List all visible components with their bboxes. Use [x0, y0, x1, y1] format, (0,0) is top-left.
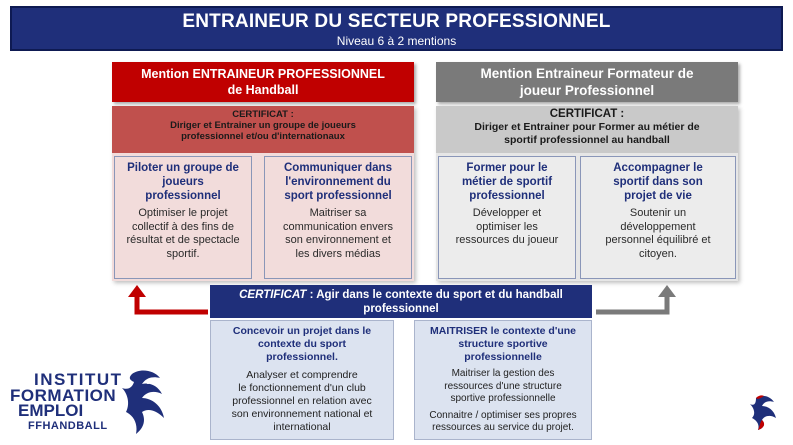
card-body-line: le fonctionnement d'un club — [238, 382, 366, 394]
skill-card-piloter — [114, 156, 252, 279]
card-head-line: contexte du sport — [257, 338, 347, 350]
logo-line4: FFHANDBALL — [28, 420, 108, 432]
arrow-up-left-icon — [120, 282, 212, 322]
certificat-left — [112, 106, 414, 153]
card-head-line: sport professionnel — [284, 190, 392, 202]
card-body-line: développement — [620, 220, 696, 233]
cert-right-label: CERTIFICAT : — [549, 108, 625, 120]
ife-logo — [0, 362, 175, 442]
certificat-right — [436, 106, 738, 153]
card-head-line: Piloter un groupe de — [127, 162, 239, 174]
card-body-line: résultat et de spectacle — [126, 234, 240, 246]
card-body-line: Développer et — [472, 207, 542, 219]
card-body-line: international — [273, 421, 331, 433]
card-body-line: Optimiser le projet — [138, 207, 228, 219]
card-head-line: projet de vie — [624, 190, 692, 202]
card-head-line: l'environnement du — [285, 176, 391, 188]
card-body-line: professionnel en relation avec — [232, 395, 372, 407]
card-head-line: Accompagner le — [613, 162, 703, 174]
mention-right-title-line1: Mention Entraineur Formateur de — [480, 66, 694, 81]
card-body-line: communication envers — [282, 220, 394, 233]
card-head-line: MAITRISER le contexte d'une — [429, 325, 576, 337]
card-body-line: son environnement et — [285, 234, 391, 246]
logo-line1: INSTITUT — [34, 370, 123, 389]
card-head-line: sportif dans son — [613, 176, 703, 188]
page-title: ENTRAINEUR DU SECTEUR PROFESSIONNEL — [182, 11, 611, 32]
card-body-line: personnel équilibré et — [605, 234, 711, 246]
card-body-line: Analyser et comprendre — [246, 369, 358, 381]
certificat-common — [210, 285, 592, 318]
card-head-line: professionnelle — [464, 351, 542, 363]
card-body-line: citoyen. — [639, 247, 677, 260]
page-subtitle: Niveau 6 à 2 mentions — [336, 34, 457, 48]
card-head-line: professionnel — [469, 190, 545, 202]
rooster-logo-icon — [118, 368, 172, 436]
mention-right-title-line2: joueur Professionnel — [519, 83, 655, 98]
mention-formateur-header — [436, 62, 738, 102]
card-body-line: ressources au service du projet. — [432, 422, 574, 433]
bottom-cert-label: CERTIFICAT — [239, 289, 307, 301]
skill-card-accompagner — [580, 156, 736, 279]
cert-left-line2: professionnel et/ou d'internationaux — [181, 131, 345, 142]
card-body-line: Maitriser la gestion des — [451, 368, 555, 379]
card-head-line: professionnel. — [266, 351, 338, 363]
skill-card-former — [438, 156, 576, 279]
title-banner — [10, 6, 783, 51]
cert-right-line1: Diriger et Entrainer pour Former au métier de — [474, 121, 700, 133]
arrow-up-right-icon — [592, 282, 684, 322]
card-body-line: sportive professionnelle — [450, 393, 556, 404]
skill-card-communiquer — [264, 156, 412, 279]
cert-left-label: CERTIFICAT : — [232, 109, 294, 120]
card-head-line: Concevoir un projet dans le — [232, 325, 372, 337]
card-body-line: ressources du joueur — [455, 234, 559, 246]
card-body-line: Maitriser sa — [309, 207, 367, 219]
card-head-line: Former pour le — [466, 162, 548, 174]
card-head-line: structure sportive — [458, 338, 548, 350]
card-body-line: Connaitre / optimiser ses propres — [429, 409, 577, 421]
logo-line3: EMPLOI — [18, 401, 84, 420]
mention-left-title-line2: de Handball — [227, 83, 299, 97]
rooster-corner-icon — [748, 394, 780, 432]
card-body-line: optimiser les — [476, 220, 538, 233]
card-head-line: professionnel — [145, 190, 221, 202]
card-body-line: Soutenir un — [629, 207, 687, 219]
card-body-line: sportif. — [166, 247, 200, 260]
card-body-line: ressources d'une structure — [444, 380, 562, 392]
logo-line2: FORMATION — [10, 386, 117, 405]
skill-card-maitriser — [414, 320, 592, 440]
card-head-line: Communiquer dans — [284, 162, 392, 174]
bottom-cert-line1: : Agir dans le contexte du sport et du handball — [306, 289, 563, 301]
card-body-line: les divers médias — [295, 247, 381, 260]
mention-entraineur-header — [112, 62, 414, 102]
card-head-line: métier de sportif — [461, 176, 553, 188]
skill-card-concevoir — [210, 320, 394, 440]
cert-right-line2: sportif professionnel au handball — [504, 134, 670, 146]
card-body-line: collectif à des fins de — [131, 220, 235, 233]
bottom-cert-line2: professionnel — [363, 303, 439, 315]
cert-left-line1: Diriger et Entrainer un groupe de joueurs — [170, 120, 356, 131]
card-body-line: son environnement national et — [231, 408, 373, 420]
mention-left-title-line1: Mention ENTRAINEUR PROFESSIONNEL — [141, 67, 385, 81]
card-head-line: joueurs — [162, 176, 204, 188]
